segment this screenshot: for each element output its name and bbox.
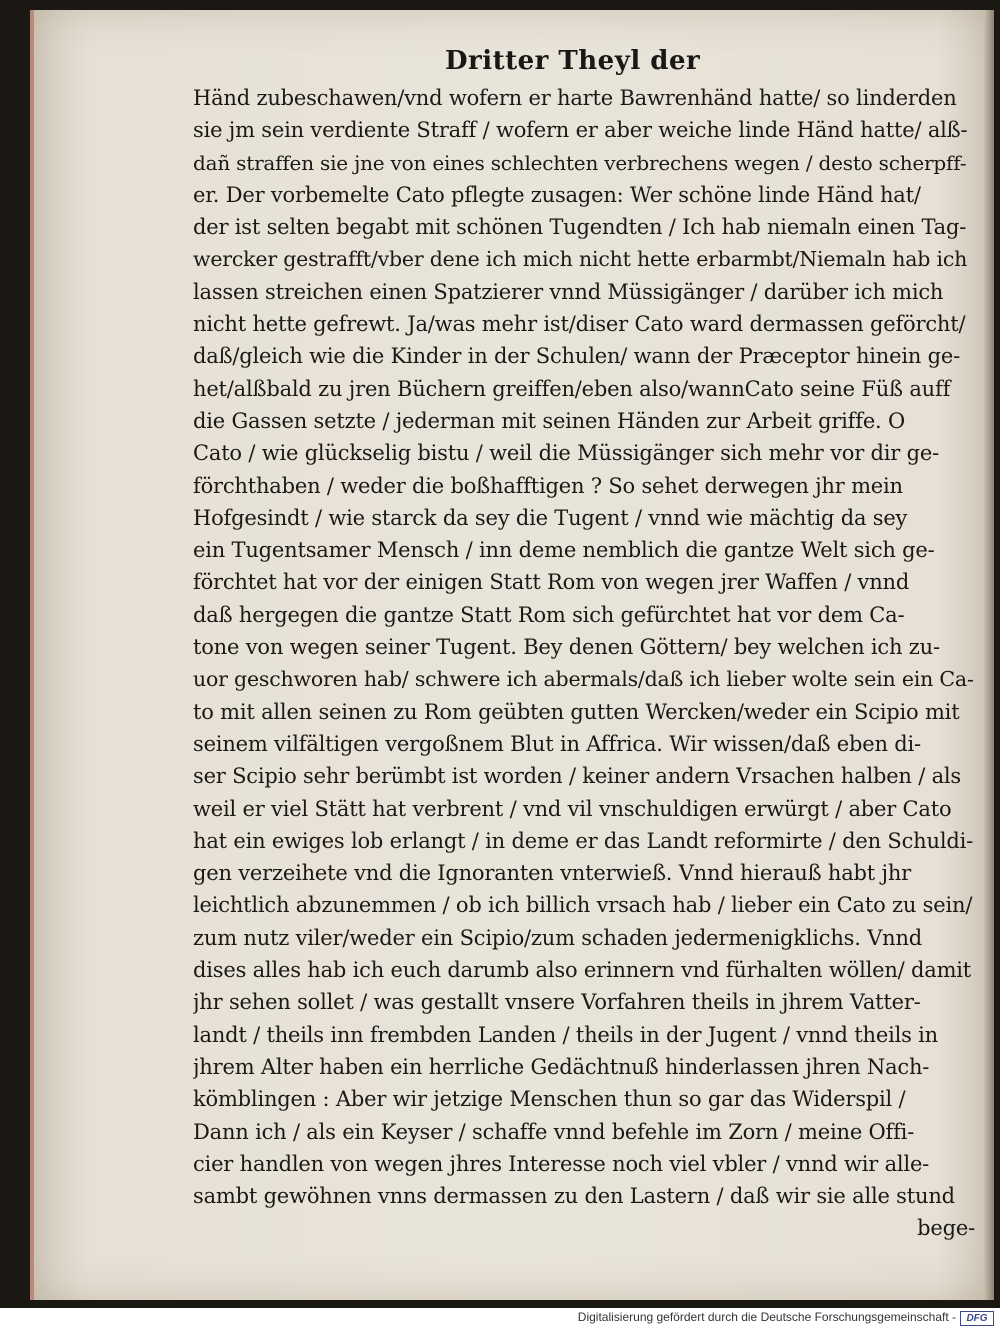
text-line: sie jm sein verdiente Straff / wofern er aber weiche linde Händ hatte/ alß- [193, 118, 968, 143]
text-line: cier handlen von wegen jhres Interesse noch viel vbler / vnnd wir alle- [193, 1151, 930, 1176]
text-line: dises alles hab ich euch darumb also erinnern vnd fürhalten wöllen/ damit [193, 958, 972, 983]
text-line: landt / theils inn frembden Landen / theils in der Jugent / vnnd theils in [193, 1022, 938, 1047]
text-line: Hofgesindt / wie starck da sey die Tugent / vnnd wie mächtig da sey [193, 505, 908, 530]
text-line: nicht hette gefrewt. Ja/was mehr ist/diser Cato ward dermassen geförcht/ [193, 312, 966, 337]
text-line: lassen streichen einen Spatzierer vnnd Müssigänger / darüber ich mich [193, 279, 944, 304]
text-line: het/alßbald zu jren Büchern greiffen/eben also/wannCato seine Füß auff [193, 376, 951, 401]
text-line: wercker gestrafft/vber dene ich mich nicht hette erbarmbt/Niemaln hab ich [193, 247, 968, 272]
text-line: ser Scipio sehr berümbt ist worden / keiner andern Vrsachen halben / als [193, 764, 961, 789]
footer-bar [0, 1308, 1000, 1329]
text-line: daß hergegen die gantze Statt Rom sich gefürchtet hat vor dem Ca- [193, 602, 905, 627]
text-line: förchthaben / weder die boßhafftigen ? So sehet derwegen jhr mein [193, 473, 903, 498]
text-line: der ist selten begabt mit schönen Tugendten / Ich hab niemaln einen Tag- [193, 215, 967, 240]
footer-credit: Digitalisierung gefördert durch die Deutsche Forschungsgemeinschaft - [577, 1310, 956, 1324]
text-line: förchtet hat vor der einigen Statt Rom von wegen jrer Waffen / vnnd [193, 570, 910, 595]
text-line: die Gassen setzte / jederman mit seinen Händen zur Arbeit griffe. O [193, 408, 906, 433]
text-line: ein Tugentsamer Mensch / inn deme nemblich die gantze Welt sich ge- [193, 538, 935, 563]
text-line: zum nutz viler/weder ein Scipio/zum schaden jedermenigklichs. Vnnd [193, 925, 923, 950]
text-line: gen verzeihete vnd die Ignoranten vnterwieß. Vnnd hierauß habt jhr [193, 861, 911, 886]
running-head: Dritter Theyl der [445, 46, 701, 76]
text-line: sambt gewöhnen vnns dermassen zu den Lastern / daß wir sie alle stund [193, 1184, 955, 1209]
text-line: er. Der vorbemelte Cato pflegte zusagen: Wer schöne linde Händ hat/ [193, 182, 921, 207]
text-line: daß/gleich wie die Kinder in der Schulen/ wann der Præceptor hinein ge- [193, 344, 961, 369]
text-line: leichtlich abzunemmen / ob ich billich vrsach hab / lieber ein Cato zu sein/ [193, 893, 973, 918]
text-line: kömblingen : Aber wir jetzige Menschen thun so gar das Widerspil / [193, 1087, 906, 1112]
text-line: uor geschworen hab/ schwere ich abermals/daß ich lieber wolte sein ein Ca- [193, 667, 974, 692]
text-line: weil er viel Stätt hat verbrent / vnd vil vnschuldigen erwürgt / aber Cato [193, 796, 952, 821]
text-line: jhrem Alter haben ein herrliche Gedächtnuß hinderlassen jhren Nach- [193, 1054, 930, 1079]
catchword: bege- [917, 1216, 975, 1241]
page-edge [984, 10, 994, 1300]
text-line: to mit allen seinen zu Rom geübten gutten Wercken/weder ein Scipio mit [193, 699, 960, 724]
text-line: Händ zubeschawen/vnd wofern er harte Bawrenhänd hatte/ so linderden [193, 86, 957, 110]
text-line: Cato / wie glückselig bistu / weil die Müssigänger sich mehr vor dir ge- [193, 441, 939, 466]
text-line: hat ein ewiges lob erlangt / in deme er das Landt reformirte / den Schuldi- [193, 828, 973, 853]
text-line: dañ straffen sie jne von eines schlechten verbrechens wegen / desto scherpff- [193, 150, 967, 175]
text-line: jhr sehen sollet / was gestallt vnsere Vorfahren theils in jhrem Vatter- [193, 990, 921, 1015]
text-line: Dann ich / als ein Keyser / schaffe vnnd befehle im Zorn / meine Offi- [193, 1119, 915, 1144]
text-line: seinem vilfältigen vergoßnem Blut in Affrica. Wir wissen/daß eben di- [193, 731, 921, 756]
text-block [193, 82, 975, 1245]
text-line: tone von wegen seiner Tugent. Bey denen Göttern/ bey welchen ich zu- [193, 635, 940, 660]
dfg-logo: DFG [960, 1311, 994, 1326]
